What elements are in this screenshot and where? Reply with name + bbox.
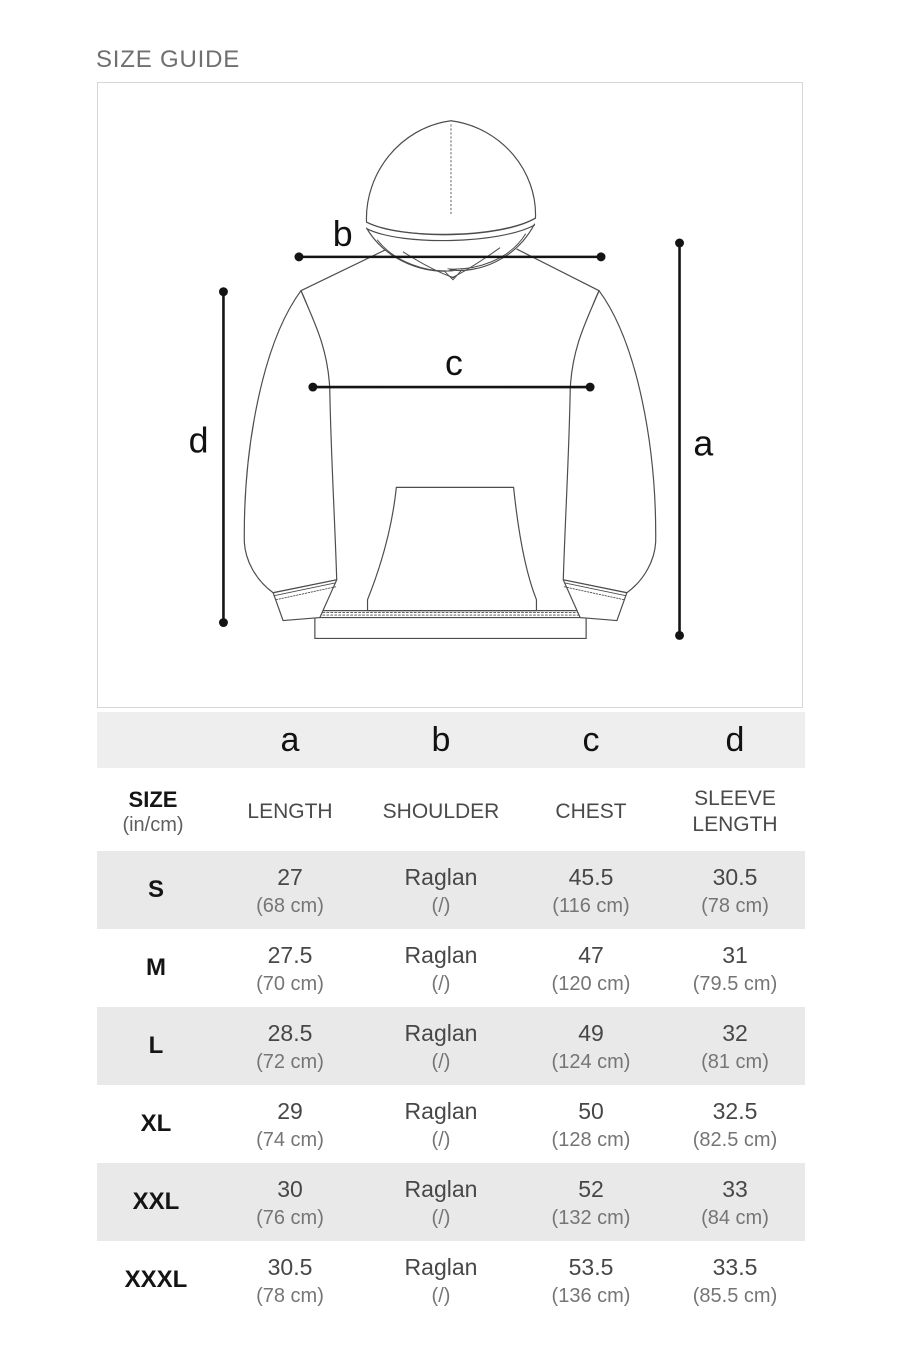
sleeve-cell: 31 (79.5 cm) xyxy=(692,941,778,995)
column-header-chest: CHEST xyxy=(517,773,665,851)
column-header-shoulder: SHOULDER xyxy=(365,773,517,851)
chest-cell: 47 (120 cm) xyxy=(551,941,631,995)
size-row-label: XXXL xyxy=(124,1266,188,1293)
shoulder-cell: Raglan (/) xyxy=(404,941,478,995)
measurement-label-a: a xyxy=(693,423,714,464)
size-row-label: XL xyxy=(140,1110,172,1137)
length-cell: 27 (68 cm) xyxy=(215,851,365,929)
table-row-m xyxy=(97,929,805,1007)
measurement-label-c: c xyxy=(445,343,463,384)
table-row-xxxl xyxy=(97,1241,805,1319)
letter-header-row xyxy=(97,712,805,773)
hoodie-body-outline xyxy=(301,245,599,638)
chest-cell: 49 (124 cm) xyxy=(517,1007,665,1085)
page-title: SIZE GUIDE xyxy=(96,46,241,73)
letter-header-empty xyxy=(97,712,215,773)
sleeve-cell: 33.5 (85.5 cm) xyxy=(692,1253,778,1307)
chest-cell: 52 (132 cm) xyxy=(517,1163,665,1241)
length-cell: 28.5 (72 cm) xyxy=(215,1007,365,1085)
length-cell: 29 (74 cm) xyxy=(256,1097,324,1151)
sleeve-cell: 30.5 (78 cm) xyxy=(665,851,805,929)
table-row-xxl xyxy=(97,1163,805,1241)
size-row-label: XXL xyxy=(97,1163,215,1241)
letter-header-b: b xyxy=(365,712,517,773)
length-cell: 30 (76 cm) xyxy=(215,1163,365,1241)
shoulder-cell: Raglan (/) xyxy=(365,851,517,929)
shoulder-cell: Raglan (/) xyxy=(404,1097,478,1151)
shoulder-cell: Raglan (/) xyxy=(365,1007,517,1085)
chest-cell: 45.5 (116 cm) xyxy=(517,851,665,929)
size-chart-table xyxy=(97,712,805,1319)
size-row-label: M xyxy=(146,954,166,981)
hoodie-diagram-panel xyxy=(97,82,803,708)
measurement-label-d: d xyxy=(188,420,209,461)
shoulder-cell: Raglan (/) xyxy=(404,1253,478,1307)
column-header-sleeve-length: SLEEVE LENGTH xyxy=(665,773,805,851)
table-row-l xyxy=(97,1007,805,1085)
hoodie-diagram xyxy=(98,83,802,707)
letter-header-a: a xyxy=(215,712,365,773)
sleeve-cell: 32.5 (82.5 cm) xyxy=(692,1097,778,1151)
table-row-xl xyxy=(97,1085,805,1163)
chest-cell: 53.5 (136 cm) xyxy=(551,1253,631,1307)
table-row-s xyxy=(97,851,805,929)
size-header-title: SIZE xyxy=(128,787,178,812)
size-row-label: S xyxy=(97,851,215,929)
chest-cell: 50 (128 cm) xyxy=(551,1097,631,1151)
column-header-length: LENGTH xyxy=(215,773,365,851)
sleeve-cell: 33 (84 cm) xyxy=(665,1163,805,1241)
sleeve-cell: 32 (81 cm) xyxy=(665,1007,805,1085)
measurement-label-b: b xyxy=(332,213,353,254)
size-header-cell xyxy=(97,773,215,851)
column-header-row xyxy=(97,773,805,851)
letter-header-c: c xyxy=(517,712,665,773)
size-header-units: (in/cm) xyxy=(122,814,184,836)
size-row-label: L xyxy=(97,1007,215,1085)
length-cell: 30.5 (78 cm) xyxy=(256,1253,324,1307)
length-cell: 27.5 (70 cm) xyxy=(256,941,324,995)
shoulder-cell: Raglan (/) xyxy=(365,1163,517,1241)
letter-header-d: d xyxy=(665,712,805,773)
